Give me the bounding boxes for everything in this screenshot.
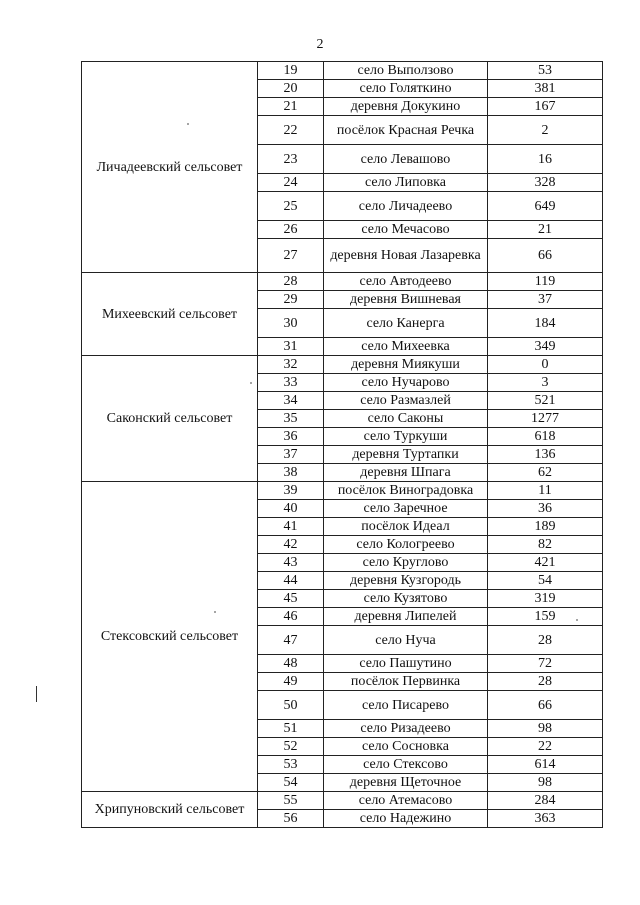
settlement-name-cell: деревня Кузгородь bbox=[324, 572, 488, 590]
settlement-name-cell: село Нучарово bbox=[324, 374, 488, 392]
settlement-number-cell: 43 bbox=[258, 554, 324, 572]
population-cell: 37 bbox=[488, 291, 603, 309]
council-name-cell: Стексовский сельсовет bbox=[82, 482, 258, 792]
settlement-number-cell: 28 bbox=[258, 273, 324, 291]
population-cell: 421 bbox=[488, 554, 603, 572]
population-cell: 36 bbox=[488, 500, 603, 518]
settlement-name-cell: деревня Щеточное bbox=[324, 774, 488, 792]
settlement-number-cell: 38 bbox=[258, 464, 324, 482]
settlement-name-cell: село Канерга bbox=[324, 309, 488, 338]
settlement-name-cell: село Писарево bbox=[324, 691, 488, 720]
settlement-name-cell: село Атемасово bbox=[324, 792, 488, 810]
settlement-name-cell: село Размазлей bbox=[324, 392, 488, 410]
settlement-number-cell: 25 bbox=[258, 192, 324, 221]
settlement-number-cell: 51 bbox=[258, 720, 324, 738]
population-cell: 119 bbox=[488, 273, 603, 291]
table-row bbox=[82, 792, 603, 810]
settlement-name-cell: деревня Докукино bbox=[324, 98, 488, 116]
population-cell: 189 bbox=[488, 518, 603, 536]
settlement-number-cell: 56 bbox=[258, 810, 324, 828]
population-cell: 66 bbox=[488, 691, 603, 720]
settlement-number-cell: 24 bbox=[258, 174, 324, 192]
settlement-name-cell: деревня Новая Лазаревка bbox=[324, 239, 488, 273]
settlement-number-cell: 26 bbox=[258, 221, 324, 239]
settlement-number-cell: 33 bbox=[258, 374, 324, 392]
settlement-number-cell: 40 bbox=[258, 500, 324, 518]
council-name-cell: Михеевский сельсовет bbox=[82, 273, 258, 356]
settlement-number-cell: 46 bbox=[258, 608, 324, 626]
settlement-name-cell: село Левашово bbox=[324, 145, 488, 174]
population-cell: 284 bbox=[488, 792, 603, 810]
population-cell: 159 bbox=[488, 608, 603, 626]
settlement-number-cell: 29 bbox=[258, 291, 324, 309]
population-cell: 319 bbox=[488, 590, 603, 608]
settlement-name-cell: посёлок Красная Речка bbox=[324, 116, 488, 145]
page-number: 2 bbox=[316, 37, 324, 52]
settlement-number-cell: 21 bbox=[258, 98, 324, 116]
settlements-table-body bbox=[82, 62, 603, 828]
settlement-name-cell: село Кузятово bbox=[324, 590, 488, 608]
settlement-number-cell: 27 bbox=[258, 239, 324, 273]
table-row bbox=[82, 273, 603, 291]
settlement-name-cell: село Надежино bbox=[324, 810, 488, 828]
population-cell: 28 bbox=[488, 626, 603, 655]
settlement-name-cell: село Выползово bbox=[324, 62, 488, 80]
population-cell: 3 bbox=[488, 374, 603, 392]
settlement-name-cell: посёлок Первинка bbox=[324, 673, 488, 691]
settlement-number-cell: 49 bbox=[258, 673, 324, 691]
population-cell: 16 bbox=[488, 145, 603, 174]
population-cell: 2 bbox=[488, 116, 603, 145]
settlement-number-cell: 45 bbox=[258, 590, 324, 608]
population-cell: 82 bbox=[488, 536, 603, 554]
settlement-number-cell: 37 bbox=[258, 446, 324, 464]
population-cell: 66 bbox=[488, 239, 603, 273]
scan-speck bbox=[250, 382, 252, 384]
settlement-name-cell: село Липовка bbox=[324, 174, 488, 192]
settlement-number-cell: 20 bbox=[258, 80, 324, 98]
population-cell: 363 bbox=[488, 810, 603, 828]
settlement-name-cell: село Нуча bbox=[324, 626, 488, 655]
settlement-name-cell: деревня Вишневая bbox=[324, 291, 488, 309]
settlement-number-cell: 19 bbox=[258, 62, 324, 80]
settlement-number-cell: 39 bbox=[258, 482, 324, 500]
settlement-name-cell: село Ризадеево bbox=[324, 720, 488, 738]
settlement-name-cell: село Саконы bbox=[324, 410, 488, 428]
population-cell: 184 bbox=[488, 309, 603, 338]
settlement-name-cell: село Михеевка bbox=[324, 338, 488, 356]
population-cell: 0 bbox=[488, 356, 603, 374]
population-cell: 72 bbox=[488, 655, 603, 673]
settlement-number-cell: 30 bbox=[258, 309, 324, 338]
population-cell: 62 bbox=[488, 464, 603, 482]
population-cell: 1277 bbox=[488, 410, 603, 428]
settlement-name-cell: село Мечасово bbox=[324, 221, 488, 239]
settlement-name-cell: деревня Миякуши bbox=[324, 356, 488, 374]
population-cell: 328 bbox=[488, 174, 603, 192]
population-cell: 53 bbox=[488, 62, 603, 80]
settlement-name-cell: село Голяткино bbox=[324, 80, 488, 98]
settlement-name-cell: село Стексово bbox=[324, 756, 488, 774]
settlement-number-cell: 35 bbox=[258, 410, 324, 428]
table-row bbox=[82, 62, 603, 80]
population-cell: 381 bbox=[488, 80, 603, 98]
settlement-name-cell: село Туркуши bbox=[324, 428, 488, 446]
scan-speck bbox=[576, 619, 578, 621]
settlement-name-cell: посёлок Виноградовка bbox=[324, 482, 488, 500]
population-cell: 28 bbox=[488, 673, 603, 691]
settlement-number-cell: 54 bbox=[258, 774, 324, 792]
population-cell: 521 bbox=[488, 392, 603, 410]
population-cell: 54 bbox=[488, 572, 603, 590]
population-cell: 167 bbox=[488, 98, 603, 116]
population-cell: 22 bbox=[488, 738, 603, 756]
settlement-number-cell: 31 bbox=[258, 338, 324, 356]
settlement-name-cell: село Круглово bbox=[324, 554, 488, 572]
settlement-number-cell: 52 bbox=[258, 738, 324, 756]
settlement-name-cell: село Пашутино bbox=[324, 655, 488, 673]
council-name-cell: Хрипуновский сельсовет bbox=[82, 792, 258, 828]
settlement-name-cell: село Кологреево bbox=[324, 536, 488, 554]
population-cell: 618 bbox=[488, 428, 603, 446]
settlement-name-cell: село Сосновка bbox=[324, 738, 488, 756]
settlement-number-cell: 32 bbox=[258, 356, 324, 374]
population-cell: 21 bbox=[488, 221, 603, 239]
settlement-name-cell: деревня Шпага bbox=[324, 464, 488, 482]
settlement-number-cell: 22 bbox=[258, 116, 324, 145]
table-row bbox=[82, 482, 603, 500]
settlement-name-cell: деревня Туртапки bbox=[324, 446, 488, 464]
population-cell: 98 bbox=[488, 774, 603, 792]
settlement-number-cell: 53 bbox=[258, 756, 324, 774]
council-name-cell: Саконский сельсовет bbox=[82, 356, 258, 482]
settlement-name-cell: село Личадеево bbox=[324, 192, 488, 221]
settlement-name-cell: село Автодеево bbox=[324, 273, 488, 291]
settlement-name-cell: посёлок Идеал bbox=[324, 518, 488, 536]
settlement-number-cell: 34 bbox=[258, 392, 324, 410]
scan-speck bbox=[214, 611, 216, 613]
settlement-name-cell: село Заречное bbox=[324, 500, 488, 518]
scan-speck bbox=[187, 123, 189, 125]
population-cell: 136 bbox=[488, 446, 603, 464]
settlement-number-cell: 23 bbox=[258, 145, 324, 174]
population-cell: 349 bbox=[488, 338, 603, 356]
settlements-table bbox=[81, 61, 603, 828]
population-cell: 614 bbox=[488, 756, 603, 774]
settlement-number-cell: 44 bbox=[258, 572, 324, 590]
settlement-name-cell: деревня Липелей bbox=[324, 608, 488, 626]
settlement-number-cell: 36 bbox=[258, 428, 324, 446]
margin-mark bbox=[36, 686, 37, 702]
settlement-number-cell: 41 bbox=[258, 518, 324, 536]
settlement-number-cell: 42 bbox=[258, 536, 324, 554]
settlement-number-cell: 55 bbox=[258, 792, 324, 810]
council-name-cell: Личадеевский сельсовет bbox=[82, 62, 258, 273]
settlement-number-cell: 48 bbox=[258, 655, 324, 673]
population-cell: 11 bbox=[488, 482, 603, 500]
population-cell: 98 bbox=[488, 720, 603, 738]
population-cell: 649 bbox=[488, 192, 603, 221]
settlement-number-cell: 47 bbox=[258, 626, 324, 655]
table-row bbox=[82, 356, 603, 374]
settlement-number-cell: 50 bbox=[258, 691, 324, 720]
